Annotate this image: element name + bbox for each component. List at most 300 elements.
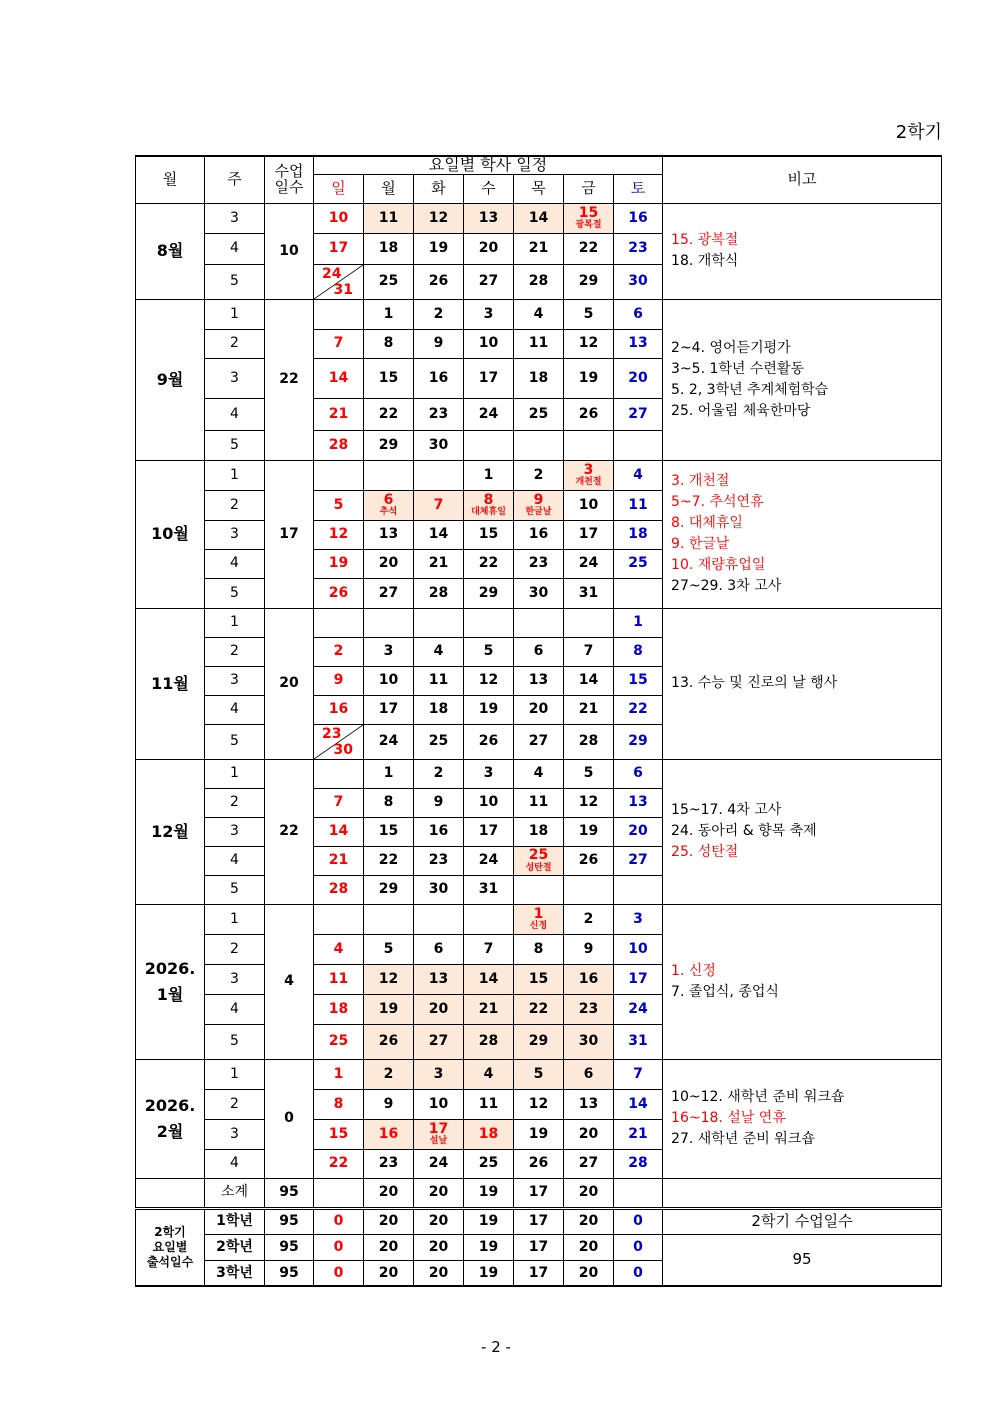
day-cell <box>314 578 364 608</box>
week-number: 3 <box>205 964 265 994</box>
day-cell <box>464 430 514 460</box>
day-cell <box>464 203 514 233</box>
day-cell <box>514 817 564 846</box>
day-number: 17 <box>378 701 399 718</box>
note-line: 5~7. 추석연휴 <box>671 494 764 511</box>
attendance-dow: 20 <box>414 1208 464 1234</box>
semester-title: 2학기 <box>895 122 942 143</box>
day-number: 11 <box>478 1095 499 1112</box>
week-number: 1 <box>205 1059 265 1089</box>
day-cell <box>514 759 564 788</box>
subtotal-dow <box>614 1178 663 1208</box>
total-value: 95 <box>663 1234 942 1286</box>
week-number: 3 <box>205 1119 265 1149</box>
day-cell <box>464 1119 514 1149</box>
day-cell <box>564 329 614 358</box>
notes-cell <box>663 460 942 608</box>
day-cell <box>414 430 464 460</box>
day-number: 17 <box>578 526 599 543</box>
day-cell <box>314 549 364 578</box>
day-number: 22 <box>628 701 648 718</box>
day-number: 10 <box>378 672 399 689</box>
week-number: 2 <box>205 329 265 358</box>
day-number: 11 <box>428 672 449 689</box>
day-cell <box>564 1059 614 1089</box>
attendance-dow: 20 <box>564 1234 614 1260</box>
day-number: 17 <box>478 823 499 840</box>
day-cell <box>564 578 614 608</box>
holiday-label: 대체휴일 <box>471 507 506 518</box>
header-notes: 비고 <box>663 156 942 203</box>
week-number: 4 <box>205 398 265 430</box>
subtotal-dow: 20 <box>414 1178 464 1208</box>
day-cell <box>564 299 614 329</box>
day-cell <box>414 695 464 724</box>
day-cell <box>364 460 414 490</box>
grade-label: 3학년 <box>205 1260 265 1286</box>
day-cell <box>514 329 564 358</box>
day-number: 20 <box>628 823 648 840</box>
day-cell <box>564 695 614 724</box>
day-cell <box>414 203 464 233</box>
attendance-dow: 0 <box>614 1208 663 1234</box>
day-cell <box>614 264 663 299</box>
week-number: 4 <box>205 695 265 724</box>
day-cell <box>514 875 564 904</box>
week-number: 5 <box>205 724 265 759</box>
day-number: 3 <box>633 910 643 927</box>
day-cell <box>614 233 663 264</box>
day-number: 10 <box>578 496 599 513</box>
day-cell <box>614 934 663 964</box>
day-number: 24 <box>478 852 499 869</box>
day-cell <box>614 846 663 875</box>
day-cell <box>514 666 564 695</box>
day-number: 30 <box>333 742 353 759</box>
day-number: 25 <box>628 555 648 572</box>
day-cell <box>614 578 663 608</box>
day-cell <box>414 1059 464 1089</box>
day-cell <box>364 329 414 358</box>
week-number: 4 <box>205 1149 265 1178</box>
day-cell <box>464 846 514 875</box>
day-number: 7 <box>333 794 344 811</box>
month-label: 8월 <box>136 203 205 299</box>
day-number: 19 <box>578 369 599 386</box>
week-number: 2 <box>205 490 265 520</box>
day-number: 28 <box>328 881 349 898</box>
day-cell <box>514 1059 564 1089</box>
day-cell <box>314 1024 364 1059</box>
day-number: 16 <box>628 209 648 226</box>
day-cell <box>314 994 364 1024</box>
day-number: 23 <box>378 1155 399 1172</box>
attendance-dow: 0 <box>614 1234 663 1260</box>
day-cell <box>364 398 414 430</box>
day-cell <box>314 637 364 666</box>
day-number: 26 <box>428 273 449 290</box>
subtotal-dow: 20 <box>364 1178 414 1208</box>
holiday-label: 추석 <box>379 507 398 518</box>
day-number: 12 <box>528 1095 549 1112</box>
day-number: 28 <box>428 584 449 601</box>
day-number: 19 <box>528 1125 549 1142</box>
day-number: 25 <box>478 1155 499 1172</box>
day-number: 7 <box>483 940 494 957</box>
day-cell <box>564 666 614 695</box>
day-number: 28 <box>328 436 349 453</box>
day-number: 5 <box>583 765 594 782</box>
week-number: 2 <box>205 788 265 817</box>
month-class-days: 22 <box>265 299 314 460</box>
notes-cell <box>663 203 942 299</box>
month-label: 2026. 1월 <box>136 904 205 1059</box>
header-dow-1: 월 <box>364 174 414 203</box>
day-cell <box>514 695 564 724</box>
day-number: 24 <box>578 555 599 572</box>
day-number: 16 <box>528 526 549 543</box>
day-number: 23 <box>628 240 648 257</box>
day-cell <box>364 578 414 608</box>
day-number: 28 <box>478 1033 499 1050</box>
day-cell <box>514 264 564 299</box>
day-cell <box>564 934 614 964</box>
day-number: 31 <box>578 584 599 601</box>
day-number: 10 <box>428 1095 449 1112</box>
day-number: 20 <box>378 555 399 572</box>
week-number: 2 <box>205 637 265 666</box>
day-number: 14 <box>428 526 449 543</box>
day-number: 5 <box>483 643 494 660</box>
day-cell <box>614 964 663 994</box>
week-number: 5 <box>205 264 265 299</box>
day-cell <box>514 1149 564 1178</box>
day-cell <box>514 549 564 578</box>
notes-cell <box>663 299 942 460</box>
day-number: 15 <box>578 204 599 221</box>
week-number: 3 <box>205 520 265 549</box>
day-number: 28 <box>578 733 599 750</box>
day-cell <box>314 759 364 788</box>
week-number: 5 <box>205 578 265 608</box>
day-cell <box>414 398 464 430</box>
day-cell <box>514 358 564 398</box>
day-cell <box>514 637 564 666</box>
day-number: 24 <box>428 1155 449 1172</box>
day-number: 21 <box>628 1125 648 1142</box>
day-number: 25 <box>428 733 449 750</box>
day-cell <box>614 1089 663 1119</box>
day-cell <box>614 1149 663 1178</box>
day-cell <box>614 358 663 398</box>
day-number: 14 <box>628 1095 648 1112</box>
grade-days: 95 <box>265 1234 314 1260</box>
header-month: 월 <box>136 156 205 203</box>
day-number: 26 <box>378 1033 399 1050</box>
day-number: 8 <box>333 1095 344 1112</box>
day-cell <box>464 875 514 904</box>
day-cell <box>364 1119 414 1149</box>
day-cell <box>364 934 414 964</box>
day-number: 1 <box>633 614 643 631</box>
header-dow-6: 토 <box>614 174 663 203</box>
day-cell <box>414 1119 464 1149</box>
day-number: 20 <box>478 240 499 257</box>
attendance-dow: 20 <box>364 1260 414 1286</box>
day-number: 14 <box>328 369 349 386</box>
day-number: 7 <box>333 335 344 352</box>
day-cell <box>614 724 663 759</box>
day-number: 25 <box>528 405 549 422</box>
day-number: 8 <box>383 335 394 352</box>
day-cell <box>514 233 564 264</box>
day-number: 20 <box>628 369 648 386</box>
day-cell <box>564 964 614 994</box>
day-cell <box>614 398 663 430</box>
day-number: 23 <box>528 555 549 572</box>
day-cell <box>314 203 364 233</box>
day-cell <box>314 666 364 695</box>
day-cell <box>464 608 514 637</box>
day-cell <box>564 904 614 934</box>
day-number: 1 <box>333 1065 344 1082</box>
day-cell <box>314 724 364 759</box>
day-cell <box>364 788 414 817</box>
month-class-days: 22 <box>265 759 314 904</box>
day-cell <box>364 1024 414 1059</box>
day-cell <box>364 430 414 460</box>
day-cell <box>464 904 514 934</box>
day-cell <box>464 233 514 264</box>
week-number: 2 <box>205 1089 265 1119</box>
note-line: 15~17. 4차 고사 <box>671 802 782 819</box>
day-cell <box>364 233 414 264</box>
day-number: 6 <box>383 491 394 508</box>
day-cell <box>414 490 464 520</box>
day-cell <box>314 964 364 994</box>
day-cell <box>514 578 564 608</box>
day-number: 12 <box>378 970 399 987</box>
day-cell <box>464 817 514 846</box>
month-class-days: 4 <box>265 904 314 1059</box>
day-cell <box>464 1089 514 1119</box>
header-dow-5: 금 <box>564 174 614 203</box>
day-number: 30 <box>528 584 549 601</box>
week-number: 5 <box>205 1024 265 1059</box>
day-number: 15 <box>528 970 549 987</box>
day-number: 13 <box>528 672 549 689</box>
day-number: 18 <box>528 823 549 840</box>
day-cell <box>614 788 663 817</box>
header-dow-2: 화 <box>414 174 464 203</box>
day-cell <box>364 299 414 329</box>
day-number: 16 <box>378 1125 399 1142</box>
day-number: 19 <box>328 555 349 572</box>
day-number: 1 <box>383 305 394 322</box>
day-cell <box>614 1024 663 1059</box>
day-number: 28 <box>528 273 549 290</box>
day-number: 12 <box>578 794 599 811</box>
day-number: 26 <box>578 852 599 869</box>
day-cell <box>414 329 464 358</box>
day-number: 8 <box>383 794 394 811</box>
note-line: 5. 2, 3학년 추계체험학습 <box>671 381 829 398</box>
day-cell <box>414 233 464 264</box>
day-number: 4 <box>333 940 344 957</box>
header-week: 주 <box>205 156 265 203</box>
header-dow-3: 수 <box>464 174 514 203</box>
day-cell <box>464 578 514 608</box>
day-cell <box>364 608 414 637</box>
day-cell <box>464 666 514 695</box>
day-number: 21 <box>528 240 549 257</box>
day-number: 6 <box>533 643 544 660</box>
day-number: 31 <box>333 282 353 299</box>
day-cell <box>514 846 564 875</box>
week-number: 4 <box>205 549 265 578</box>
day-cell <box>564 460 614 490</box>
day-number: 18 <box>378 240 399 257</box>
week-number: 4 <box>205 994 265 1024</box>
day-number: 21 <box>478 1000 499 1017</box>
day-cell <box>314 299 364 329</box>
day-number: 2 <box>533 466 544 483</box>
month-label: 2026. 2월 <box>136 1059 205 1178</box>
day-cell <box>314 695 364 724</box>
week-number: 3 <box>205 817 265 846</box>
day-number: 9 <box>333 672 344 689</box>
header-class-days: 수업 일수 <box>265 156 314 203</box>
day-number: 14 <box>578 672 599 689</box>
day-number: 29 <box>528 1033 549 1050</box>
grade-days: 95 <box>265 1208 314 1234</box>
day-cell <box>364 846 414 875</box>
day-cell <box>414 637 464 666</box>
day-cell <box>314 1089 364 1119</box>
day-number: 17 <box>478 369 499 386</box>
month-class-days: 17 <box>265 460 314 608</box>
day-cell <box>414 578 464 608</box>
day-number: 26 <box>328 584 349 601</box>
week-number: 1 <box>205 460 265 490</box>
day-number: 13 <box>428 970 449 987</box>
week-number: 3 <box>205 666 265 695</box>
attendance-dow: 19 <box>464 1234 514 1260</box>
note-line: 15. 광복절 <box>671 232 739 249</box>
day-number: 12 <box>428 209 449 226</box>
day-number: 13 <box>628 794 648 811</box>
day-cell <box>614 875 663 904</box>
day-cell <box>414 666 464 695</box>
note-line: 10. 재량휴업일 <box>671 557 766 574</box>
day-cell <box>514 788 564 817</box>
week-number: 1 <box>205 759 265 788</box>
day-cell <box>464 264 514 299</box>
day-cell <box>314 1149 364 1178</box>
day-number: 11 <box>378 209 399 226</box>
day-number: 13 <box>628 335 648 352</box>
day-number: 3 <box>583 461 594 478</box>
day-cell <box>314 264 364 299</box>
day-cell <box>564 846 614 875</box>
day-number: 10 <box>328 209 349 226</box>
day-number: 24 <box>322 265 342 282</box>
attendance-dow: 20 <box>564 1208 614 1234</box>
day-number: 27 <box>378 584 399 601</box>
day-number: 29 <box>628 733 648 750</box>
day-number: 8 <box>533 940 544 957</box>
day-cell <box>414 846 464 875</box>
day-cell <box>314 875 364 904</box>
day-number: 9 <box>533 491 544 508</box>
day-cell <box>364 994 414 1024</box>
day-cell <box>564 608 614 637</box>
day-number: 27 <box>428 1033 449 1050</box>
day-cell <box>464 788 514 817</box>
day-cell <box>464 1059 514 1089</box>
day-cell <box>464 398 514 430</box>
day-number: 8 <box>483 491 494 508</box>
grade-label: 2학년 <box>205 1234 265 1260</box>
day-cell <box>564 520 614 549</box>
day-cell <box>464 1024 514 1059</box>
day-cell <box>614 608 663 637</box>
attendance-dow: 0 <box>314 1260 364 1286</box>
month-class-days: 0 <box>265 1059 314 1178</box>
day-number: 2 <box>433 305 444 322</box>
day-number: 7 <box>583 643 594 660</box>
day-number: 31 <box>628 1033 648 1050</box>
day-cell <box>464 934 514 964</box>
day-cell <box>364 520 414 549</box>
day-cell <box>364 666 414 695</box>
day-cell <box>514 904 564 934</box>
day-cell <box>414 264 464 299</box>
day-cell <box>314 788 364 817</box>
day-number: 15 <box>378 823 399 840</box>
day-number: 19 <box>578 823 599 840</box>
note-line: 27. 새학년 준비 워크숍 <box>671 1131 815 1148</box>
day-cell <box>414 904 464 934</box>
day-cell <box>614 549 663 578</box>
day-number: 24 <box>628 1000 648 1017</box>
day-cell <box>314 934 364 964</box>
day-cell <box>414 817 464 846</box>
day-number: 26 <box>478 733 499 750</box>
note-line: 9. 한글날 <box>671 536 730 553</box>
day-cell <box>314 1059 364 1089</box>
day-cell <box>464 1149 514 1178</box>
note-line: 27~29. 3차 고사 <box>671 578 782 595</box>
day-number: 9 <box>583 940 594 957</box>
attendance-dow: 20 <box>414 1234 464 1260</box>
day-cell <box>614 490 663 520</box>
day-number: 17 <box>428 1120 449 1137</box>
week-number: 3 <box>205 358 265 398</box>
day-number: 14 <box>328 823 349 840</box>
day-cell <box>564 490 614 520</box>
day-cell <box>614 299 663 329</box>
day-number: 27 <box>628 405 648 422</box>
day-number: 26 <box>528 1155 549 1172</box>
day-cell <box>614 817 663 846</box>
day-number: 21 <box>578 701 599 718</box>
day-cell <box>564 724 614 759</box>
day-number: 27 <box>528 733 549 750</box>
note-line: 13. 수능 및 진로의 날 행사 <box>671 675 838 692</box>
day-number: 5 <box>333 496 344 513</box>
day-number: 2 <box>383 1065 394 1082</box>
